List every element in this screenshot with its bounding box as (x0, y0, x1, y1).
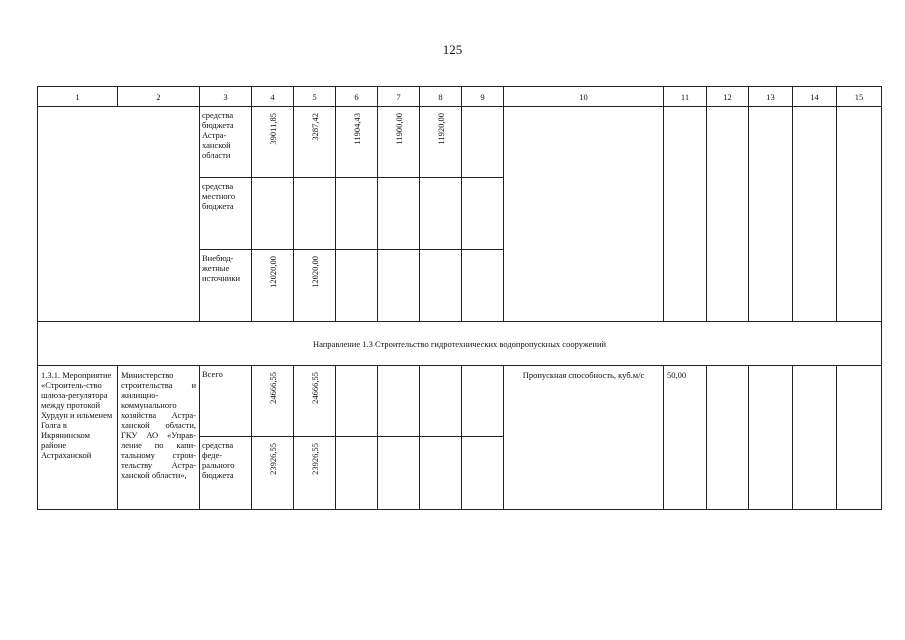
value-cell (420, 437, 462, 510)
value-cell (378, 366, 420, 437)
col-header-15: 15 (837, 87, 882, 107)
value-cell (378, 250, 420, 322)
col-header-2: 2 (118, 87, 200, 107)
col-header-4: 4 (252, 87, 294, 107)
value-cell (294, 437, 336, 510)
col-header-14: 14 (793, 87, 837, 107)
value-cell (378, 178, 420, 250)
col-header-5: 5 (294, 87, 336, 107)
value-cell (378, 437, 420, 510)
value-cell (420, 366, 462, 437)
table-row (38, 366, 882, 437)
col-header-8: 8 (420, 87, 462, 107)
funding-source: средства бюджета Астра-ханской области (200, 107, 252, 178)
empty-cell (793, 366, 837, 510)
empty-cell (749, 366, 793, 510)
value: 11900,00 (393, 113, 404, 145)
value-cell (462, 250, 504, 322)
funding-source: средства местного бюджета (200, 178, 252, 250)
value-cell (336, 107, 378, 178)
value-cell (336, 437, 378, 510)
value-cell (420, 107, 462, 178)
direction-row (38, 322, 882, 366)
col-header-3: 3 (200, 87, 252, 107)
header-row (38, 87, 882, 107)
value-cell (294, 250, 336, 322)
value-cell (462, 437, 504, 510)
value: 12020,00 (309, 256, 320, 288)
empty-cell (707, 366, 749, 510)
empty-cell (749, 107, 793, 322)
value-cell (336, 178, 378, 250)
funding-source: Внебюд-жетные источники (200, 250, 252, 322)
value: 11904,43 (351, 113, 362, 145)
col-header-12: 12 (707, 87, 749, 107)
funding-source: средства феде-рального бюджета (200, 437, 252, 510)
direction-title: Направление 1.3 Строительство гидротехнических водопропускных сооружений (38, 322, 882, 366)
value-cell (252, 437, 294, 510)
empty-cell (837, 107, 882, 322)
indicator-value-cell (664, 107, 707, 322)
event-title: 1.3.1. Мероприятие «Строитель-ство шлюза-регулятора между протокой Хурдун и ильменем Голга в Икрянинском районе Астраханской (38, 366, 118, 510)
col-header-7: 7 (378, 87, 420, 107)
budget-table (37, 86, 882, 510)
value-cell (252, 107, 294, 178)
col-header-6: 6 (336, 87, 378, 107)
event-executor: Министерство строительства и жилищно-коммунального хозяйства Астра-ханской области, ГКУ АО «Управ-ление по капи-тальному строи-тельству Астра-ханской области», (118, 366, 200, 510)
indicator-cell (504, 107, 664, 322)
col-header-13: 13 (749, 87, 793, 107)
value-cell (462, 366, 504, 437)
value-cell (462, 178, 504, 250)
value: 12020,00 (267, 256, 278, 288)
funding-source: Всего (200, 366, 252, 437)
indicator-value-cell: 50,00 (664, 366, 707, 510)
empty-cell (793, 107, 837, 322)
value-cell (294, 366, 336, 437)
value-cell (252, 366, 294, 437)
value-cell (336, 366, 378, 437)
col-header-9: 9 (462, 87, 504, 107)
value-cell (252, 178, 294, 250)
value: 23926,55 (309, 443, 320, 475)
value: 39011,85 (267, 113, 278, 145)
indicator-cell: Пропускная способность, куб.м/с (504, 366, 664, 510)
value-cell (420, 178, 462, 250)
col-header-10: 10 (504, 87, 664, 107)
col-header-11: 11 (664, 87, 707, 107)
value: 23926,55 (267, 443, 278, 475)
value-cell (294, 107, 336, 178)
value: 24666,55 (309, 372, 320, 404)
empty-cell (837, 366, 882, 510)
value: 11920,00 (435, 113, 446, 145)
value-cell (462, 107, 504, 178)
page-number: 125 (442, 42, 463, 57)
value: 3287,42 (309, 113, 320, 141)
value: 24666,55 (267, 372, 278, 404)
value-cell (252, 250, 294, 322)
empty-cell (38, 107, 200, 322)
value-cell (336, 250, 378, 322)
table-row (38, 107, 882, 178)
value-cell (378, 107, 420, 178)
empty-cell (707, 107, 749, 322)
col-header-1: 1 (38, 87, 118, 107)
value-cell (294, 178, 336, 250)
value-cell (420, 250, 462, 322)
